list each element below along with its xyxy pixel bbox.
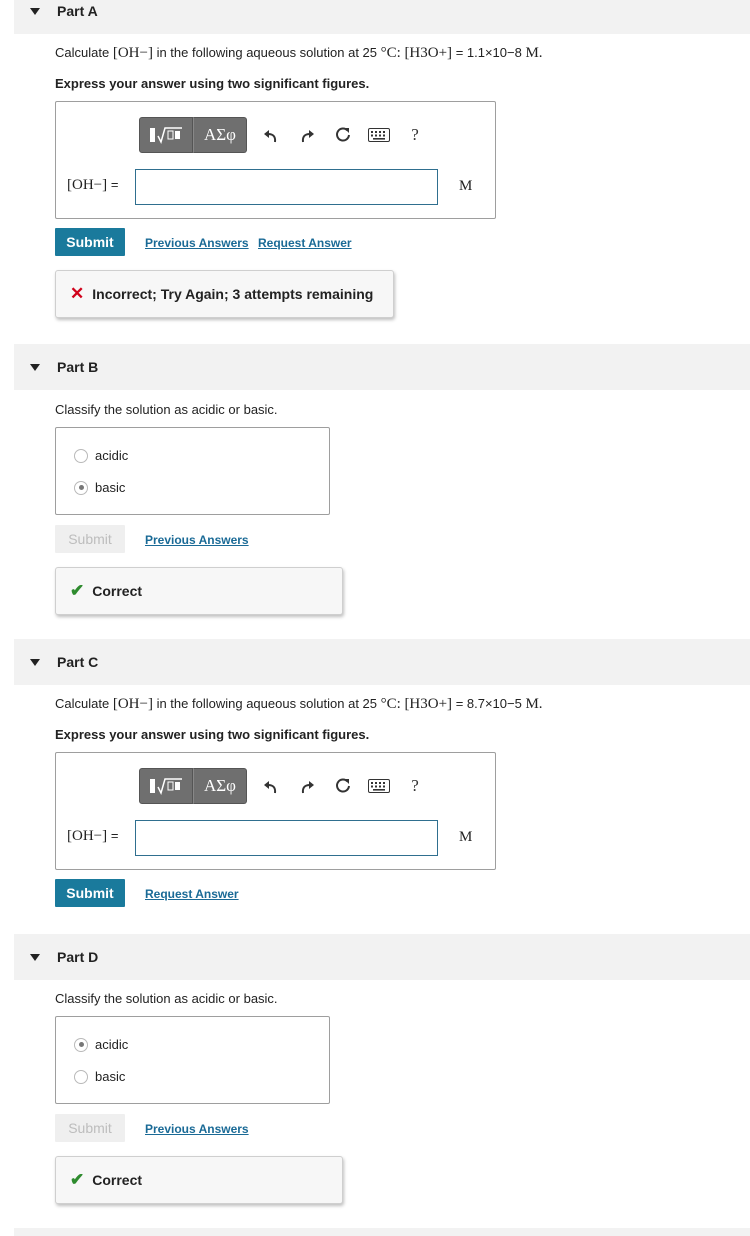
radio-button-selected[interactable] xyxy=(74,1038,88,1052)
option-acidic[interactable]: acidic xyxy=(74,448,128,463)
part-b-header[interactable] xyxy=(14,344,750,390)
instruction-text: Express your answer using two significant figures. xyxy=(55,727,370,742)
keyboard-icon[interactable] xyxy=(361,118,397,152)
checkmark-icon: ✔ xyxy=(70,581,85,600)
template-icon xyxy=(148,124,184,146)
question-text: Classify the solution as acidic or basic. xyxy=(55,402,278,417)
undo-icon[interactable] xyxy=(253,118,289,152)
template-button[interactable] xyxy=(139,768,193,804)
answer-label: [OH−] = xyxy=(67,828,119,844)
math-toolbar xyxy=(139,766,433,806)
question-text: Calculate [OH−] in the following aqueous solution at 25 °C: [H3O+] = 8.7×10−5 M. xyxy=(55,696,543,712)
request-answer-link[interactable]: Request Answer xyxy=(258,236,352,250)
part-title: Part D xyxy=(57,949,99,965)
checkmark-icon: ✔ xyxy=(70,1170,85,1189)
option-acidic[interactable]: acidic xyxy=(74,1037,128,1052)
radio-button[interactable] xyxy=(74,1070,88,1084)
option-basic[interactable]: basic xyxy=(74,480,125,495)
redo-icon[interactable] xyxy=(289,118,325,152)
part-title: Part C xyxy=(57,654,99,670)
greek-symbols-button[interactable]: ΑΣφ xyxy=(193,117,247,153)
question-text: Classify the solution as acidic or basic. xyxy=(55,991,278,1006)
keyboard-icon[interactable] xyxy=(361,769,397,803)
feedback-correct: ✔ Correct xyxy=(55,567,343,615)
submit-button[interactable]: Submit xyxy=(55,879,125,907)
part-c-header[interactable] xyxy=(14,639,750,685)
choice-box xyxy=(55,1016,330,1104)
part-title: Part A xyxy=(57,3,98,19)
template-icon xyxy=(148,775,184,797)
answer-input[interactable] xyxy=(135,169,438,205)
collapse-triangle-icon[interactable] xyxy=(30,364,40,371)
instruction-text: Express your answer using two significant figures. xyxy=(55,76,370,91)
radio-button[interactable] xyxy=(74,449,88,463)
help-button[interactable]: ? xyxy=(411,125,419,144)
feedback-correct: ✔ Correct xyxy=(55,1156,343,1204)
template-button[interactable] xyxy=(139,117,193,153)
answer-box xyxy=(55,752,496,870)
answer-label: [OH−] = xyxy=(67,177,119,193)
radio-button-selected[interactable] xyxy=(74,481,88,495)
greek-symbols-button[interactable]: ΑΣφ xyxy=(193,768,247,804)
submit-button-disabled: Submit xyxy=(55,525,125,553)
unit-label: M xyxy=(459,178,473,194)
part-a-header[interactable] xyxy=(14,0,750,34)
previous-answers-link[interactable]: Previous Answers xyxy=(145,1122,249,1136)
previous-answers-link[interactable]: Previous Answers xyxy=(145,236,249,250)
previous-answers-link[interactable]: Previous Answers xyxy=(145,533,249,547)
request-answer-link[interactable]: Request Answer xyxy=(145,887,239,901)
math-toolbar xyxy=(139,115,433,155)
help-button[interactable]: ? xyxy=(411,776,419,795)
undo-icon[interactable] xyxy=(253,769,289,803)
collapse-triangle-icon[interactable] xyxy=(30,8,40,15)
next-part-header-edge xyxy=(14,1228,750,1236)
collapse-triangle-icon[interactable] xyxy=(30,954,40,961)
incorrect-x-icon: ✕ xyxy=(70,284,85,303)
part-title: Part B xyxy=(57,359,99,375)
question-text: Calculate [OH−] in the following aqueous solution at 25 °C: [H3O+] = 1.1×10−8 M. xyxy=(55,45,543,61)
submit-button-disabled: Submit xyxy=(55,1114,125,1142)
choice-box xyxy=(55,427,330,515)
answer-box xyxy=(55,101,496,219)
feedback-incorrect: ✕ Incorrect; Try Again; 3 attempts remaining xyxy=(55,270,394,318)
collapse-triangle-icon[interactable] xyxy=(30,659,40,666)
part-d-header[interactable] xyxy=(14,934,750,980)
unit-label: M xyxy=(459,829,473,845)
reset-icon[interactable] xyxy=(325,769,361,803)
submit-button[interactable]: Submit xyxy=(55,228,125,256)
answer-input[interactable] xyxy=(135,820,438,856)
redo-icon[interactable] xyxy=(289,769,325,803)
option-basic[interactable]: basic xyxy=(74,1069,125,1084)
reset-icon[interactable] xyxy=(325,118,361,152)
